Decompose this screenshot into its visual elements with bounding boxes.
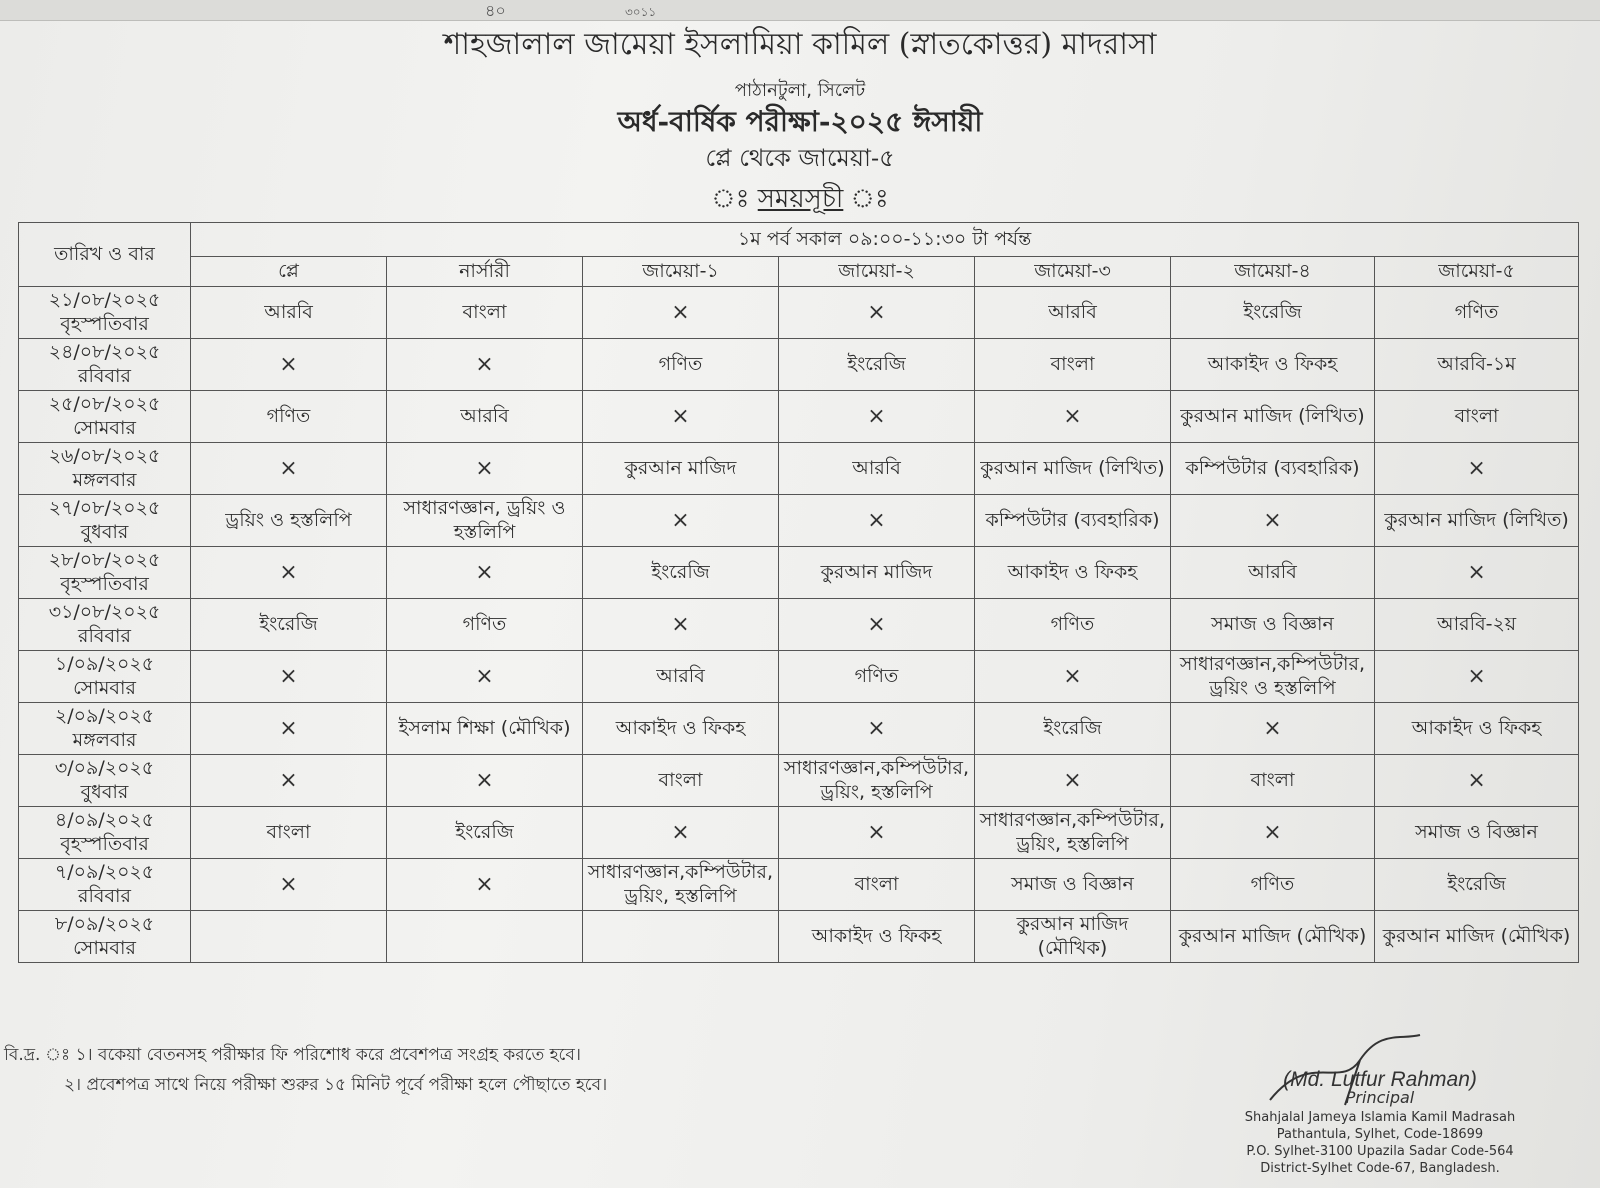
exam-schedule-table — [18, 222, 1579, 963]
class-header-row — [19, 257, 1579, 287]
seal-line: Pathantula, Sylhet, Code-18699 — [1276, 1127, 1484, 1142]
subject-cell: আকাইদ ও ফিকহ — [779, 911, 975, 963]
exam-day: সোমবার — [73, 676, 136, 699]
class-header: জামেয়া-১ — [583, 257, 779, 287]
no-exam-mark: × — [387, 547, 583, 599]
date-cell — [19, 651, 191, 703]
schedule-row — [19, 339, 1579, 391]
exam-date: ৩/০৯/২০২৫ — [54, 756, 155, 779]
subject-cell: সাধারণজ্ঞান, ড্রয়িং ও হস্তলিপি — [387, 495, 583, 547]
subject-cell: কুরআন মাজিদ (লিখিত) — [1171, 391, 1375, 443]
exam-date: ৮/০৯/২০২৫ — [54, 912, 155, 935]
schedule-row — [19, 495, 1579, 547]
subject-cell: কুরআন মাজিদ (মৌখিক) — [975, 911, 1171, 963]
schedule-row — [19, 599, 1579, 651]
date-day-header: তারিখ ও বার — [19, 223, 191, 287]
class-header: জামেয়া-৪ — [1171, 257, 1375, 287]
exam-date: ১/০৯/২০২৫ — [54, 652, 155, 675]
no-exam-mark: × — [1171, 703, 1375, 755]
exam-date: ২৮/০৮/২০২৫ — [48, 548, 161, 571]
subject-cell: কম্পিউটার (ব্যবহারিক) — [975, 495, 1171, 547]
class-header: নার্সারী — [387, 257, 583, 287]
exam-day: বৃহস্পতিবার — [60, 312, 149, 335]
no-exam-mark: × — [975, 755, 1171, 807]
class-header: জামেয়া-৩ — [975, 257, 1171, 287]
subject-cell: গণিত — [387, 599, 583, 651]
subject-cell: সাধারণজ্ঞান,কম্পিউটার, ড্রয়িং, হস্তলিপি — [975, 807, 1171, 859]
subject-cell: গণিত — [583, 339, 779, 391]
schedule-row — [19, 443, 1579, 495]
no-exam-mark: × — [1375, 547, 1579, 599]
subject-cell — [583, 911, 779, 963]
no-exam-mark: × — [1375, 443, 1579, 495]
schedule-row — [19, 651, 1579, 703]
subject-cell: ইংরেজি — [1171, 287, 1375, 339]
schedule-row — [19, 391, 1579, 443]
subject-cell: সাধারণজ্ঞান,কম্পিউটার, ড্রয়িং ও হস্তলিপি — [1171, 651, 1375, 703]
date-cell — [19, 391, 191, 443]
subject-cell: কম্পিউটার (ব্যবহারিক) — [1171, 443, 1375, 495]
subject-cell: ইংরেজি — [191, 599, 387, 651]
date-cell — [19, 443, 191, 495]
exam-day: রবিবার — [78, 624, 131, 647]
no-exam-mark: × — [1375, 755, 1579, 807]
subject-cell: গণিত — [191, 391, 387, 443]
exam-day: বুধবার — [80, 520, 129, 543]
subject-cell: সাধারণজ্ঞান,কম্পিউটার, ড্রয়িং, হস্তলিপি — [779, 755, 975, 807]
exam-date: ২৪/০৮/২০২৫ — [48, 340, 161, 363]
no-exam-mark: × — [583, 287, 779, 339]
schedule-row — [19, 703, 1579, 755]
no-exam-mark: × — [191, 755, 387, 807]
no-exam-mark: × — [387, 859, 583, 911]
institution-name: শাহজালাল জামেয়া ইসলামিয়া কামিল (স্নাতকোত্তর) মাদরাসা — [443, 27, 1157, 62]
subject-cell: আকাইদ ও ফিকহ — [975, 547, 1171, 599]
exam-date: ৪/০৯/২০২৫ — [54, 808, 155, 831]
subject-cell — [387, 911, 583, 963]
no-exam-mark: × — [387, 339, 583, 391]
subject-cell: আরবি — [191, 287, 387, 339]
date-cell — [19, 547, 191, 599]
subject-cell: বাংলা — [1375, 391, 1579, 443]
subject-cell: কুরআন মাজিদ — [779, 547, 975, 599]
subject-cell: বাংলা — [975, 339, 1171, 391]
date-cell — [19, 911, 191, 963]
schedule-row — [19, 807, 1579, 859]
class-range: প্লে থেকে জামেয়া-৫ — [705, 144, 895, 172]
subject-cell: গণিত — [1375, 287, 1579, 339]
no-exam-mark: × — [779, 287, 975, 339]
no-exam-mark: × — [191, 703, 387, 755]
exam-day: সোমবার — [73, 936, 136, 959]
date-cell — [19, 287, 191, 339]
strip-number: ৪০ — [485, 1, 506, 20]
no-exam-mark: × — [387, 755, 583, 807]
exam-day: রবিবার — [78, 364, 131, 387]
no-exam-mark: × — [191, 651, 387, 703]
notes-section — [4, 1040, 607, 1100]
subject-cell: গণিত — [779, 651, 975, 703]
subject-cell: ড্রয়িং ও হস্তলিপি — [191, 495, 387, 547]
no-exam-mark: × — [779, 391, 975, 443]
subject-cell: বাংলা — [1171, 755, 1375, 807]
subject-cell — [191, 911, 387, 963]
no-exam-mark: × — [779, 703, 975, 755]
note-item: ১। বকেয়া বেতনসহ পরীক্ষার ফি পরিশোধ করে প্রবেশপত্র সংগ্রহ করতে হবে। — [75, 1045, 581, 1065]
seal-line: District-Sylhet Code-67, Bangladesh. — [1260, 1161, 1500, 1176]
exam-date: ২৬/০৮/২০২৫ — [48, 444, 161, 467]
subject-cell: গণিত — [1171, 859, 1375, 911]
schedule-heading — [0, 178, 1600, 222]
subject-cell: বাংলা — [387, 287, 583, 339]
date-cell — [19, 703, 191, 755]
schedule-row — [19, 755, 1579, 807]
subject-cell: আরবি-২য় — [1375, 599, 1579, 651]
date-cell — [19, 495, 191, 547]
subject-cell: আকাইদ ও ফিকহ — [1375, 703, 1579, 755]
date-cell — [19, 339, 191, 391]
exam-title: অর্ধ-বার্ষিক পরীক্ষা-২০২৫ ঈসায়ী — [617, 105, 983, 138]
no-exam-mark: × — [387, 443, 583, 495]
no-exam-mark: × — [975, 651, 1171, 703]
no-exam-mark: × — [779, 599, 975, 651]
exam-date: ৭/০৯/২০২৫ — [54, 860, 155, 883]
subject-cell: ইংরেজি — [387, 807, 583, 859]
subject-cell: সমাজ ও বিজ্ঞান — [975, 859, 1171, 911]
schedule-row — [19, 911, 1579, 963]
no-exam-mark: × — [583, 391, 779, 443]
exam-date: ২১/০৮/২০২৫ — [48, 288, 161, 311]
no-exam-mark: × — [191, 443, 387, 495]
no-exam-mark: × — [1171, 495, 1375, 547]
exam-day: মঙ্গলবার — [72, 468, 137, 491]
subject-cell: আরবি — [387, 391, 583, 443]
subject-cell: ইসলাম শিক্ষা (মৌখিক) — [387, 703, 583, 755]
no-exam-mark: × — [779, 495, 975, 547]
no-exam-mark: × — [975, 391, 1171, 443]
subject-cell: বাংলা — [191, 807, 387, 859]
strip-mark: ৩০১১ — [625, 5, 657, 19]
no-exam-mark: × — [191, 339, 387, 391]
institution-location: পাঠানটুলা, সিলেট — [734, 80, 866, 101]
exam-day: রবিবার — [78, 884, 131, 907]
schedule-row — [19, 287, 1579, 339]
subject-cell: আরবি-১ম — [1375, 339, 1579, 391]
no-exam-mark: × — [191, 547, 387, 599]
subject-cell: ইংরেজি — [779, 339, 975, 391]
subject-cell: ইংরেজি — [1375, 859, 1579, 911]
no-exam-mark: × — [779, 807, 975, 859]
no-exam-mark: × — [583, 495, 779, 547]
previous-page-strip — [0, 0, 1600, 21]
seal-line: P.O. Sylhet-3100 Upazila Sadar Code-564 — [1246, 1144, 1514, 1159]
principal-title: Principal — [1345, 1088, 1415, 1107]
principal-name: (Md. Lutfur Rahman) — [1283, 1068, 1477, 1091]
exam-day: সোমবার — [73, 416, 136, 439]
subject-cell: কুরআন মাজিদ (মৌখিক) — [1171, 911, 1375, 963]
note-item: ২। প্রবেশপত্র সাথে নিয়ে পরীক্ষা শুরুর ১৫ মিনিট পূর্বে পরীক্ষা হলে পৌছাতে হবে। — [64, 1075, 608, 1095]
notes-prefix: বি.দ্র. ঃ — [4, 1045, 71, 1065]
subject-cell: কুরআন মাজিদ — [583, 443, 779, 495]
subject-cell: সমাজ ও বিজ্ঞান — [1171, 599, 1375, 651]
schedule-body — [19, 287, 1579, 963]
schedule-row — [19, 859, 1579, 911]
date-cell — [19, 859, 191, 911]
subject-cell: আকাইদ ও ফিকহ — [583, 703, 779, 755]
subject-cell: আরবি — [583, 651, 779, 703]
schedule-row — [19, 547, 1579, 599]
no-exam-mark: × — [583, 599, 779, 651]
subject-cell: কুরআন মাজিদ (লিখিত) — [975, 443, 1171, 495]
class-header: প্লে — [191, 257, 387, 287]
date-cell — [19, 755, 191, 807]
no-exam-mark: × — [1171, 807, 1375, 859]
date-cell — [19, 599, 191, 651]
class-header: জামেয়া-২ — [779, 257, 975, 287]
exam-day: বৃহস্পতিবার — [60, 832, 149, 855]
seal-line: Shahjalal Jameya Islamia Kamil Madrasah — [1244, 1110, 1516, 1125]
subject-cell: ইংরেজি — [975, 703, 1171, 755]
no-exam-mark: × — [387, 651, 583, 703]
subject-cell: সাধারণজ্ঞান,কম্পিউটার, ড্রয়িং, হস্তলিপি — [583, 859, 779, 911]
exam-day: বৃহস্পতিবার — [60, 572, 149, 595]
subject-cell: আকাইদ ও ফিকহ — [1171, 339, 1375, 391]
class-header: জামেয়া-৫ — [1375, 257, 1579, 287]
subject-cell: আরবি — [1171, 547, 1375, 599]
no-exam-mark: × — [1375, 651, 1579, 703]
session-header: ১ম পর্ব সকাল ০৯:০০-১১:৩০ টা পর্যন্ত — [191, 223, 1579, 257]
no-exam-mark: × — [583, 807, 779, 859]
subject-cell: কুরআন মাজিদ (মৌখিক) — [1375, 911, 1579, 963]
exam-date: ৩১/০৮/২০২৫ — [48, 600, 161, 623]
no-exam-mark: × — [191, 859, 387, 911]
exam-date: ২৫/০৮/২০২৫ — [48, 392, 161, 415]
subject-cell: বাংলা — [779, 859, 975, 911]
exam-day: মঙ্গলবার — [72, 728, 137, 751]
subject-cell: বাংলা — [583, 755, 779, 807]
date-cell — [19, 807, 191, 859]
signature-block — [1160, 1068, 1600, 1177]
subject-cell: আরবি — [975, 287, 1171, 339]
schedule-sep-left: ঃ — [711, 184, 750, 214]
exam-date: ২/০৯/২০২৫ — [54, 704, 155, 727]
subject-cell: সমাজ ও বিজ্ঞান — [1375, 807, 1579, 859]
subject-cell: আরবি — [779, 443, 975, 495]
subject-cell: কুরআন মাজিদ (লিখিত) — [1375, 495, 1579, 547]
exam-date: ২৭/০৮/২০২৫ — [48, 496, 161, 519]
subject-cell: ইংরেজি — [583, 547, 779, 599]
subject-cell: গণিত — [975, 599, 1171, 651]
exam-day: বুধবার — [80, 780, 129, 803]
schedule-title: সময়সূচী — [757, 184, 844, 214]
